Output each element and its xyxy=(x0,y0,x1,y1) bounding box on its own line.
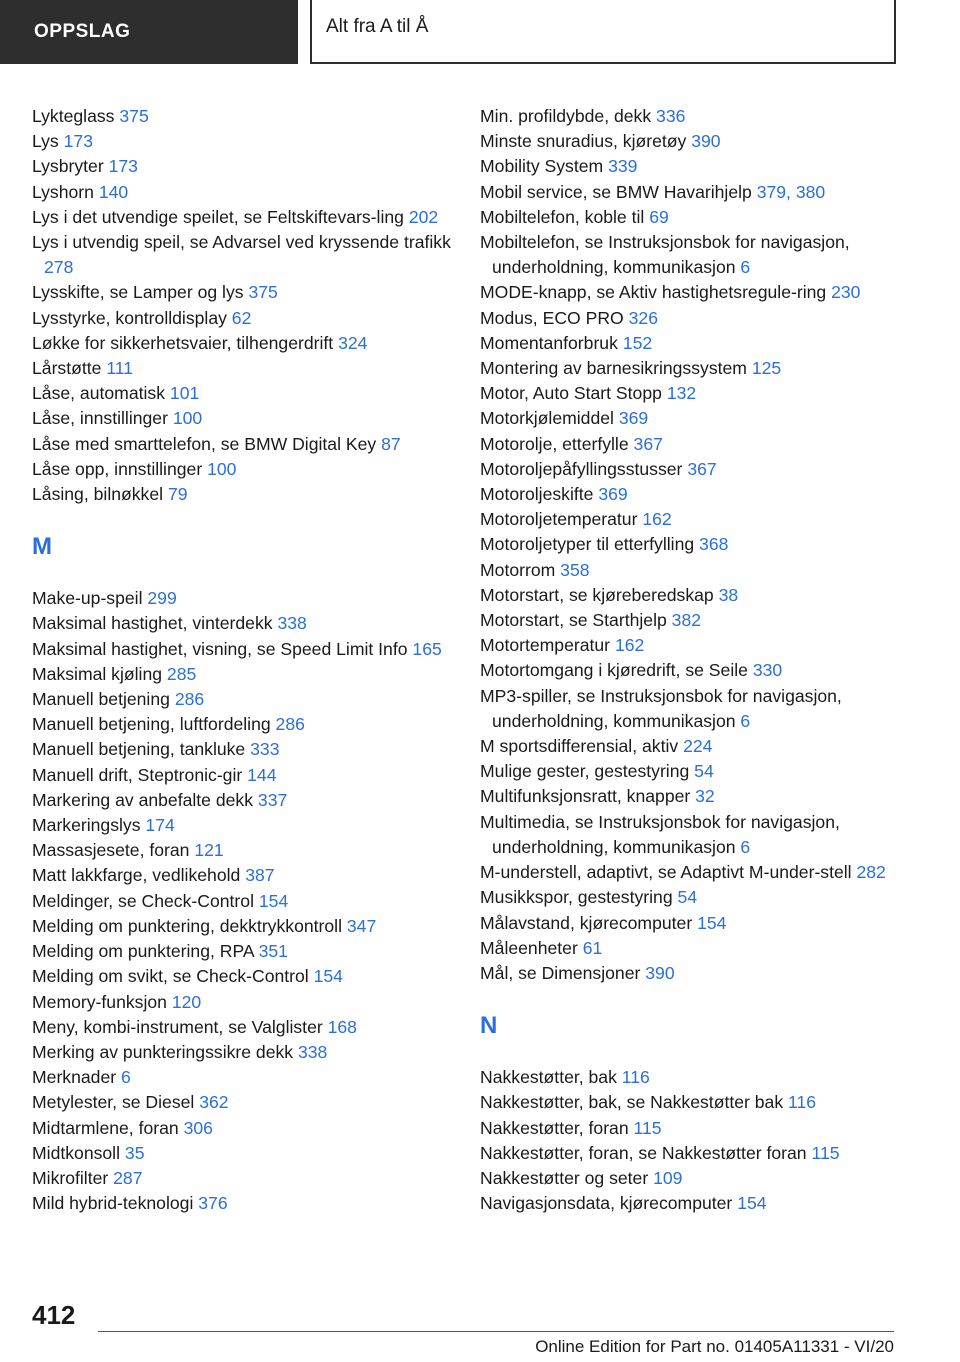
page-reference-link[interactable]: 165 xyxy=(412,638,442,659)
index-entry xyxy=(32,1141,452,1166)
index-term: Modus, ECO PRO xyxy=(480,307,624,328)
index-term: Mål, se Dimensjoner xyxy=(480,962,641,983)
page-reference-link[interactable]: 6 xyxy=(740,257,751,278)
page-reference-link[interactable]: 32 xyxy=(695,786,715,807)
index-term: Maksimal hastighet, visning, se Speed Limit Info xyxy=(32,638,408,659)
index-term: Markeringslys xyxy=(32,815,141,836)
index-entry xyxy=(32,482,452,507)
page-reference-link[interactable]: 125 xyxy=(751,358,782,379)
index-term: MP3-spiller, se Instruksjonsbok for navigasjon, underholdning, kommunikasjon xyxy=(480,685,842,731)
index-term: Maksimal hastighet, vinterdekk xyxy=(32,613,273,634)
index-entry xyxy=(32,611,452,636)
page-reference-link[interactable]: 387 xyxy=(245,865,275,886)
section-tab xyxy=(0,0,298,64)
page-reference-link[interactable]: 116 xyxy=(788,1092,817,1113)
index-entry xyxy=(480,658,900,683)
index-entry xyxy=(480,1065,900,1090)
page-reference-link[interactable]: 121 xyxy=(194,840,224,861)
page-reference-link[interactable]: 286 xyxy=(174,689,205,710)
index-term: Mobil service, se BMW Havarihjelp xyxy=(480,181,752,202)
index-entry xyxy=(32,205,452,230)
index-term: Måleenheter xyxy=(480,937,578,958)
index-entry xyxy=(480,180,900,205)
index-letter-heading: M xyxy=(32,533,52,561)
index-term: Manuell betjening xyxy=(32,689,170,710)
index-entry xyxy=(480,936,900,961)
edition-text: Online Edition for Part no. 01405A11331 - VI/20 xyxy=(535,1337,894,1356)
page-reference-link[interactable]: 101 xyxy=(169,383,200,404)
index-entry xyxy=(32,662,452,687)
index-entry xyxy=(480,381,900,406)
index-term: Navigasjonsdata, kjørecomputer xyxy=(480,1193,733,1214)
page-reference-link[interactable]: 115 xyxy=(633,1117,662,1138)
index-term: Motoroljeskifte xyxy=(480,484,594,505)
index-term: Mobiltelefon, koble til xyxy=(480,206,645,227)
index-term: Manuell drift, Steptronic-gir xyxy=(32,764,243,785)
index-column-left xyxy=(32,104,452,1216)
index-term: Maksimal kjøling xyxy=(32,663,163,684)
index-entry xyxy=(32,914,452,939)
page-reference-link[interactable]: 324 xyxy=(338,332,368,353)
index-entry xyxy=(32,737,452,762)
index-term: Mild hybrid-teknologi xyxy=(32,1193,194,1214)
index-term: Låse, innstillinger xyxy=(32,408,168,429)
page-reference-link[interactable]: 144 xyxy=(247,764,277,785)
page-reference-link[interactable]: 173 xyxy=(108,156,138,177)
page-reference-link[interactable]: 326 xyxy=(628,307,658,328)
index-term: MODE-knapp, se Aktiv hastighetsregule-ring xyxy=(480,282,827,303)
index-entry xyxy=(32,990,452,1015)
index-term: Musikkspor, gestestyring xyxy=(480,887,673,908)
section-label: OPPSLAG xyxy=(34,21,131,42)
index-term: Multifunksjonsratt, knapper xyxy=(480,786,691,807)
index-term: Mikrofilter xyxy=(32,1167,109,1188)
index-entry xyxy=(32,356,452,381)
index-term: Multimedia, se Instruksjonsbok for navigasjon, underholdning, kommunikasjon xyxy=(480,811,840,857)
page-reference-link[interactable]: 38 xyxy=(718,584,739,605)
page-number: 412 xyxy=(32,1300,76,1330)
index-term: M-understell, adaptivt, se Adaptivt M-under-stell xyxy=(480,862,852,883)
index-term: Matt lakkfarge, vedlikehold xyxy=(32,865,241,886)
page-reference-link[interactable]: 154 xyxy=(697,912,727,933)
index-term: Låse opp, innstillinger xyxy=(32,458,203,479)
page-reference-link[interactable]: 286 xyxy=(275,714,305,735)
index-entry xyxy=(480,432,900,457)
page-reference-link[interactable]: 154 xyxy=(737,1193,767,1214)
page-reference-link[interactable]: 140 xyxy=(98,181,129,202)
index-entry xyxy=(480,734,900,759)
index-term: Memory-funksjon xyxy=(32,991,167,1012)
index-entry xyxy=(32,180,452,205)
index-term: Montering av barnesikringssystem xyxy=(480,358,747,379)
index-entry xyxy=(480,205,900,230)
index-entry xyxy=(32,154,452,179)
page-reference-link[interactable]: 120 xyxy=(171,991,202,1012)
page-reference-link[interactable]: 367 xyxy=(687,458,717,479)
index-entry xyxy=(480,1116,900,1141)
page-reference-link[interactable]: 282 xyxy=(856,862,886,883)
index-entry xyxy=(32,712,452,737)
index-entry xyxy=(480,810,900,860)
index-term: Mobiltelefon, se Instruksjonsbok for navigasjon, underholdning, kommunikasjon xyxy=(480,232,850,278)
index-entry xyxy=(480,759,900,784)
page-reference-link[interactable]: 87 xyxy=(381,433,401,454)
page-reference-link[interactable]: 351 xyxy=(258,941,288,962)
index-term: Nakkestøtter, bak, se Nakkestøtter bak xyxy=(480,1092,784,1113)
page-reference-link[interactable]: 278 xyxy=(44,257,74,278)
index-term: Metylester, se Diesel xyxy=(32,1092,195,1113)
page-reference-link[interactable]: 338 xyxy=(277,613,307,634)
index-entry xyxy=(480,331,900,356)
index-entry xyxy=(480,633,900,658)
page-reference-link[interactable]: 100 xyxy=(207,458,237,479)
index-term: Meldinger, se Check-Control xyxy=(32,890,254,911)
index-term: Motoroljetemperatur xyxy=(480,509,638,530)
page-reference-link[interactable]: 224 xyxy=(683,736,713,757)
page-reference-link[interactable]: 306 xyxy=(183,1117,213,1138)
page-reference-link[interactable]: 115 xyxy=(811,1142,840,1163)
index-entry xyxy=(32,457,452,482)
page-reference-link[interactable]: 390 xyxy=(691,131,721,152)
page-reference-link[interactable]: 168 xyxy=(327,1016,357,1037)
index-entry xyxy=(32,306,452,331)
index-entry xyxy=(480,784,900,809)
index-entry xyxy=(480,230,900,280)
page-reference-link[interactable]: 382 xyxy=(671,610,702,631)
index-entry xyxy=(32,788,452,813)
index-term: Motorolje, etterfylle xyxy=(480,433,629,454)
index-entry xyxy=(32,1065,452,1090)
index-entry xyxy=(32,1191,452,1216)
index-term: Mobility System xyxy=(480,156,604,177)
index-term: Midtarmlene, foran xyxy=(32,1117,179,1138)
index-entry xyxy=(32,637,452,662)
index-entry xyxy=(32,586,452,611)
index-term: Målavstand, kjørecomputer xyxy=(480,912,693,933)
page-reference-link[interactable]: 333 xyxy=(250,739,280,760)
index-entry xyxy=(32,687,452,712)
page-reference-link[interactable]: 162 xyxy=(642,509,672,530)
page-reference-link[interactable]: 390 xyxy=(645,962,675,983)
index-entry xyxy=(480,684,900,734)
index-term: M sportsdifferensial, aktiv xyxy=(480,736,679,757)
index-term: Nakkestøtter, bak xyxy=(480,1067,617,1088)
index-term: Min. profildybde, dekk xyxy=(480,106,652,126)
index-entry xyxy=(480,608,900,633)
page-reference-link[interactable]: 116 xyxy=(621,1067,650,1088)
index-term: Motortomgang i kjøredrift, se Seile xyxy=(480,660,748,681)
page-reference-link[interactable]: 54 xyxy=(694,761,714,782)
index-term: Lysskifte, se Lamper og lys xyxy=(32,282,244,303)
page-reference-link[interactable]: 6 xyxy=(740,710,751,731)
index-term: Løkke for sikkerhetsvaier, tilhengerdrift xyxy=(32,332,334,353)
index-entry xyxy=(32,1090,452,1115)
index-term: Make-up-speil xyxy=(32,588,143,609)
page-reference-link[interactable]: 35 xyxy=(124,1142,145,1163)
index-entry xyxy=(32,889,452,914)
index-entry xyxy=(32,1015,452,1040)
index-term: Lys xyxy=(32,131,59,152)
page-reference-link[interactable]: 339 xyxy=(608,156,638,177)
index-term: Meny, kombi-instrument, se Valglister xyxy=(32,1016,323,1037)
index-term: Lysstyrke, kontrolldisplay xyxy=(32,307,227,328)
index-entry xyxy=(480,1166,900,1191)
index-term: Lyshorn xyxy=(32,181,94,202)
index-term: Melding om punktering, dekktrykkontroll xyxy=(32,915,342,936)
index-term: Lårstøtte xyxy=(32,358,102,379)
index-term: Minste snuradius, kjøretøy xyxy=(480,131,687,152)
page-reference-link[interactable]: 162 xyxy=(614,635,645,656)
page-reference-link[interactable]: 358 xyxy=(560,559,590,580)
index-entry xyxy=(32,129,452,154)
index-letter-heading: N xyxy=(480,1012,498,1040)
page-reference-link[interactable]: 173 xyxy=(63,131,93,152)
index-entry xyxy=(32,763,452,788)
index-term: Nakkestøtter og seter xyxy=(480,1167,649,1188)
page-reference-link[interactable]: 368 xyxy=(699,534,729,555)
index-entry xyxy=(480,507,900,532)
index-entry xyxy=(480,280,900,305)
index-entry xyxy=(480,129,900,154)
index-term: Motorrom xyxy=(480,559,556,580)
index-entry xyxy=(480,558,900,583)
page-reference-link[interactable]: 336 xyxy=(656,106,686,126)
index-entry xyxy=(480,860,900,885)
index-entry xyxy=(32,406,452,431)
index-entry xyxy=(32,1040,452,1065)
index-term: Låse, automatisk xyxy=(32,383,166,404)
index-term: Manuell betjening, luftfordeling xyxy=(32,714,271,735)
index-entry xyxy=(480,356,900,381)
index-term: Motoroljetyper til etterfylling xyxy=(480,534,695,555)
index-term: Nakkestøtter, foran xyxy=(480,1117,629,1138)
page-reference-link[interactable]: 61 xyxy=(582,937,603,958)
index-entry xyxy=(32,964,452,989)
index-entry xyxy=(32,1166,452,1191)
index-entry xyxy=(480,961,900,986)
index-entry xyxy=(32,863,452,888)
index-entry xyxy=(32,280,452,305)
index-entry xyxy=(480,1191,900,1216)
index-entry xyxy=(480,482,900,507)
page-reference-link[interactable]: 338 xyxy=(297,1041,328,1062)
index-entry xyxy=(32,230,452,280)
index-term: Motor, Auto Start Stopp xyxy=(480,383,662,404)
index-term: Merknader xyxy=(32,1067,117,1088)
page-reference-link[interactable]: 375 xyxy=(119,106,149,126)
index-term: Nakkestøtter, foran, se Nakkestøtter foran xyxy=(480,1142,807,1163)
page-reference-link[interactable]: 287 xyxy=(113,1167,143,1188)
index-term: Melding om punktering, RPA xyxy=(32,941,254,962)
index-entry xyxy=(480,104,900,129)
index-term: Motoroljepåfyllingsstusser xyxy=(480,458,683,479)
index-term: Massasjesete, foran xyxy=(32,840,190,861)
index-entry xyxy=(480,1090,900,1115)
page-reference-link[interactable]: 174 xyxy=(145,815,175,836)
index-entry xyxy=(32,1116,452,1141)
index-entry xyxy=(480,457,900,482)
page-reference-link[interactable]: 54 xyxy=(677,887,698,908)
page-reference-link[interactable]: 154 xyxy=(313,966,343,987)
page-reference-link[interactable]: 132 xyxy=(666,383,697,404)
index-entry xyxy=(480,1141,900,1166)
page-reference-link[interactable]: 154 xyxy=(258,890,289,911)
index-term: Mulige gester, gestestyring xyxy=(480,761,690,782)
index-entry xyxy=(32,813,452,838)
footer-divider xyxy=(98,1331,894,1332)
page-reference-link[interactable]: 299 xyxy=(147,588,177,609)
chapter-title: Alt fra A til Å xyxy=(326,16,429,37)
page-reference-link[interactable]: 230 xyxy=(831,282,861,303)
index-entry xyxy=(480,885,900,910)
page-reference-link[interactable]: 100 xyxy=(172,408,203,429)
index-entry xyxy=(32,104,452,129)
page-reference-link[interactable]: 69 xyxy=(649,206,669,227)
page-reference-link[interactable]: 152 xyxy=(622,332,653,353)
page-reference-link[interactable]: 337 xyxy=(257,789,288,810)
index-entry xyxy=(32,331,452,356)
page-reference-link[interactable]: 379, 380 xyxy=(756,181,826,202)
page-reference-link[interactable]: 330 xyxy=(752,660,783,681)
index-term: Melding om svikt, se Check-Control xyxy=(32,966,309,987)
index-term: Motorstart, se Starthjelp xyxy=(480,610,667,631)
page-reference-link[interactable]: 109 xyxy=(653,1167,683,1188)
page-reference-link[interactable]: 6 xyxy=(740,836,751,857)
index-term: Manuell betjening, tankluke xyxy=(32,739,246,760)
index-term: Motorkjølemiddel xyxy=(480,408,614,429)
index-entry xyxy=(480,154,900,179)
index-entry xyxy=(32,432,452,457)
page-reference-link[interactable]: 79 xyxy=(167,484,188,505)
index-term: Låse med smarttelefon, se BMW Digital Key xyxy=(32,433,377,454)
index-entry xyxy=(480,911,900,936)
chapter-tab xyxy=(310,0,896,64)
page-reference-link[interactable]: 376 xyxy=(198,1193,228,1214)
page-reference-link[interactable]: 285 xyxy=(166,663,197,684)
index-term: Lys i utvendig speil, se Advarsel ved kryssende trafikk xyxy=(32,232,451,253)
index-term: Motortemperatur xyxy=(480,635,611,656)
index-entry xyxy=(32,939,452,964)
page-reference-link[interactable]: 367 xyxy=(633,433,663,454)
index-column-right xyxy=(480,104,900,1216)
page-reference-link[interactable]: 362 xyxy=(199,1092,229,1113)
index-term: Låsing, bilnøkkel xyxy=(32,484,164,505)
index-term: Merking av punkteringssikre dekk xyxy=(32,1041,294,1062)
index-entry xyxy=(480,532,900,557)
index-term: Motorstart, se kjøreberedskap xyxy=(480,584,714,605)
page-reference-link[interactable]: 347 xyxy=(346,915,377,936)
index-entry xyxy=(480,583,900,608)
page-reference-link[interactable]: 62 xyxy=(231,307,252,328)
index-entry xyxy=(480,306,900,331)
index-entry xyxy=(32,381,452,406)
index-term: Markering av anbefalte dekk xyxy=(32,789,254,810)
index-term: Lysbryter xyxy=(32,156,104,177)
index-entry xyxy=(480,406,900,431)
index-term: Lykteglass xyxy=(32,106,115,126)
page-reference-link[interactable]: 6 xyxy=(121,1067,131,1088)
page-reference-link[interactable]: 111 xyxy=(106,358,134,379)
index-term: Momentanforbruk xyxy=(480,332,618,353)
page-reference-link[interactable]: 202 xyxy=(408,206,439,227)
page-reference-link[interactable]: 369 xyxy=(618,408,649,429)
index-entry xyxy=(32,838,452,863)
index-term: Midtkonsoll xyxy=(32,1142,121,1163)
page-reference-link[interactable]: 369 xyxy=(598,484,628,505)
index-term: Lys i det utvendige speilet, se Feltskiftevars-ling xyxy=(32,206,404,227)
page-reference-link[interactable]: 375 xyxy=(248,282,278,303)
